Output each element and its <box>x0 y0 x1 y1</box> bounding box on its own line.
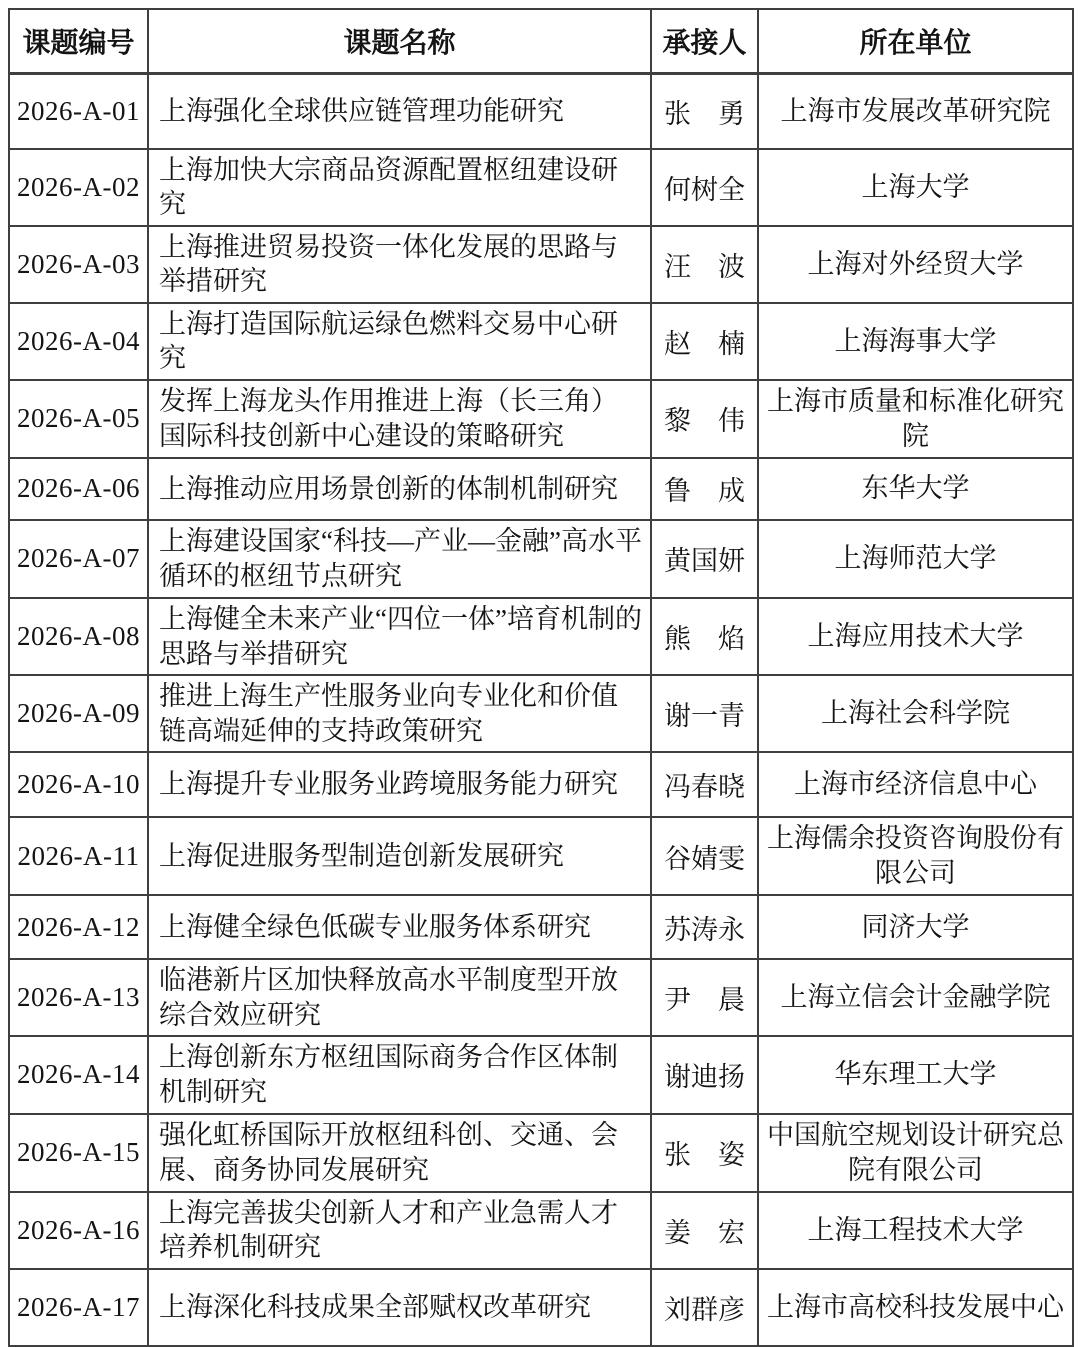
topic-person: 苏涛永 <box>651 895 758 959</box>
topic-id: 2026-A-16 <box>9 1192 148 1269</box>
topic-title: 上海推动应用场景创新的体制机制研究 <box>148 458 651 520</box>
topic-person: 刘群彦 <box>651 1269 758 1346</box>
table-row <box>9 1114 1073 1192</box>
table-row <box>9 226 1073 303</box>
topic-id: 2026-A-10 <box>9 752 148 817</box>
topic-title: 推进上海生产性服务业向专业化和价值链高端延伸的支持政策研究 <box>148 675 651 752</box>
table-row <box>9 675 1073 752</box>
table-row <box>9 74 1073 149</box>
topic-id: 2026-A-17 <box>9 1269 148 1346</box>
topic-title: 上海加快大宗商品资源配置枢纽建设研究 <box>148 149 651 226</box>
topic-person: 冯春晓 <box>651 752 758 817</box>
topic-title: 上海强化全球供应链管理功能研究 <box>148 74 651 149</box>
topic-unit: 上海对外经贸大学 <box>758 226 1073 303</box>
topic-unit: 上海社会科学院 <box>758 675 1073 752</box>
topic-id: 2026-A-03 <box>9 226 148 303</box>
topic-person: 谢一青 <box>651 675 758 752</box>
table-row <box>9 1036 1073 1113</box>
topic-person: 汪 波 <box>651 226 758 303</box>
header-topic-title: 课题名称 <box>148 9 651 74</box>
topic-unit: 中国航空规划设计研究总院有限公司 <box>758 1114 1073 1192</box>
topic-id: 2026-A-11 <box>9 817 148 895</box>
topic-id: 2026-A-04 <box>9 303 148 380</box>
topic-title: 上海健全绿色低碳专业服务体系研究 <box>148 895 651 959</box>
topic-unit: 上海应用技术大学 <box>758 598 1073 675</box>
topic-unit: 上海立信会计金融学院 <box>758 959 1073 1036</box>
table-row <box>9 1192 1073 1269</box>
topic-title: 上海促进服务型制造创新发展研究 <box>148 817 651 895</box>
topic-id: 2026-A-14 <box>9 1036 148 1113</box>
topic-unit: 上海市经济信息中心 <box>758 752 1073 817</box>
topic-title: 上海深化科技成果全部赋权改革研究 <box>148 1269 651 1346</box>
topic-title: 上海完善拔尖创新人才和产业急需人才培养机制研究 <box>148 1192 651 1269</box>
topic-person: 黄国妍 <box>651 520 758 598</box>
topic-id: 2026-A-01 <box>9 74 148 149</box>
topic-unit: 上海大学 <box>758 149 1073 226</box>
topic-unit: 同济大学 <box>758 895 1073 959</box>
topic-person: 熊 焰 <box>651 598 758 675</box>
table-row <box>9 149 1073 226</box>
topic-person: 尹 晨 <box>651 959 758 1036</box>
table-row <box>9 520 1073 598</box>
table-row <box>9 598 1073 675</box>
table-header <box>9 9 1073 74</box>
topic-id: 2026-A-06 <box>9 458 148 520</box>
topic-title: 临港新片区加快释放高水平制度型开放综合效应研究 <box>148 959 651 1036</box>
table-row <box>9 458 1073 520</box>
topic-title: 强化虹桥国际开放枢纽科创、交通、会展、商务协同发展研究 <box>148 1114 651 1192</box>
table-row <box>9 895 1073 959</box>
table-row <box>9 959 1073 1036</box>
topic-person: 黎 伟 <box>651 380 758 458</box>
topics-document <box>8 8 1072 1347</box>
topic-id: 2026-A-09 <box>9 675 148 752</box>
topic-id: 2026-A-12 <box>9 895 148 959</box>
topic-person: 鲁 成 <box>651 458 758 520</box>
header-row <box>9 9 1073 74</box>
header-unit: 所在单位 <box>758 9 1073 74</box>
topic-id: 2026-A-13 <box>9 959 148 1036</box>
topic-unit: 上海市高校科技发展中心 <box>758 1269 1073 1346</box>
topic-person: 姜 宏 <box>651 1192 758 1269</box>
topic-id: 2026-A-02 <box>9 149 148 226</box>
topic-title: 上海提升专业服务业跨境服务能力研究 <box>148 752 651 817</box>
topic-unit: 东华大学 <box>758 458 1073 520</box>
table-row <box>9 752 1073 817</box>
topic-unit: 上海海事大学 <box>758 303 1073 380</box>
table-row <box>9 817 1073 895</box>
header-topic-id: 课题编号 <box>9 9 148 74</box>
topic-person: 赵 楠 <box>651 303 758 380</box>
topic-id: 2026-A-15 <box>9 1114 148 1192</box>
topic-person: 谢迪扬 <box>651 1036 758 1113</box>
table-row <box>9 380 1073 458</box>
topic-unit: 华东理工大学 <box>758 1036 1073 1113</box>
topics-table <box>8 8 1074 1347</box>
table-body <box>9 74 1073 1346</box>
topic-id: 2026-A-05 <box>9 380 148 458</box>
topic-title: 发挥上海龙头作用推进上海（长三角）国际科技创新中心建设的策略研究 <box>148 380 651 458</box>
topic-unit: 上海工程技术大学 <box>758 1192 1073 1269</box>
topic-unit: 上海儒余投资咨询股份有限公司 <box>758 817 1073 895</box>
topic-unit: 上海师范大学 <box>758 520 1073 598</box>
topic-title: 上海推进贸易投资一体化发展的思路与举措研究 <box>148 226 651 303</box>
table-row <box>9 303 1073 380</box>
topic-person: 张 姿 <box>651 1114 758 1192</box>
topic-title: 上海打造国际航运绿色燃料交易中心研究 <box>148 303 651 380</box>
topic-person: 何树全 <box>651 149 758 226</box>
topic-title: 上海健全未来产业“四位一体”培育机制的思路与举措研究 <box>148 598 651 675</box>
topic-title: 上海创新东方枢纽国际商务合作区体制机制研究 <box>148 1036 651 1113</box>
topic-unit: 上海市发展改革研究院 <box>758 74 1073 149</box>
table-row <box>9 1269 1073 1346</box>
topic-person: 张 勇 <box>651 74 758 149</box>
topic-id: 2026-A-08 <box>9 598 148 675</box>
topic-title: 上海建设国家“科技—产业—金融”高水平循环的枢纽节点研究 <box>148 520 651 598</box>
topic-person: 谷婧雯 <box>651 817 758 895</box>
topic-unit: 上海市质量和标准化研究院 <box>758 380 1073 458</box>
topic-id: 2026-A-07 <box>9 520 148 598</box>
header-person: 承接人 <box>651 9 758 74</box>
